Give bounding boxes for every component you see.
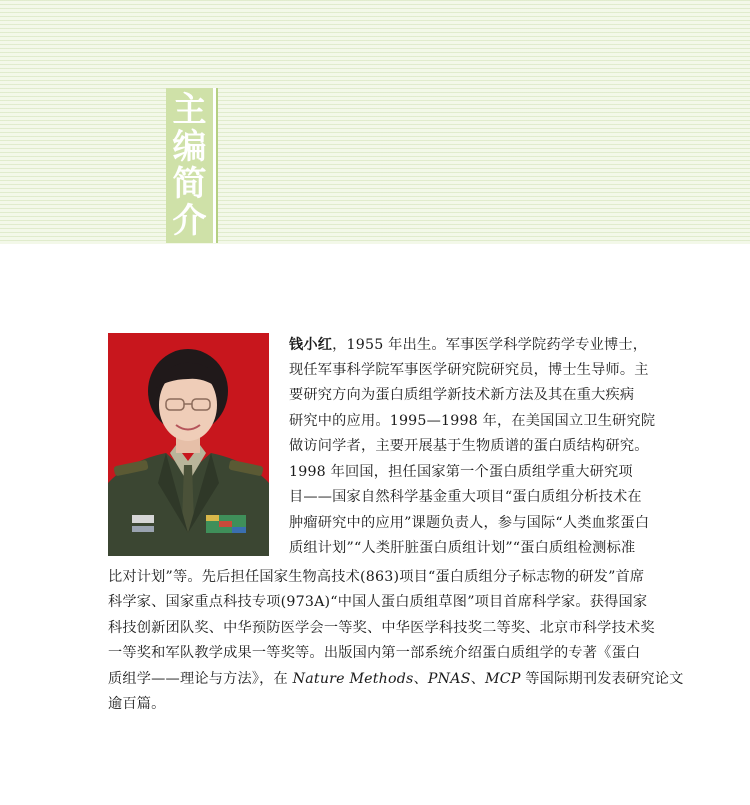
bio-line: 要研究方向为蛋白质组学新技术新方法及其在重大疾病 (289, 387, 635, 403)
bio-line: 质组计划”“人类肝脏蛋白质组计划”“蛋白质组检测标准 (289, 540, 636, 556)
bio-line: 现任军事科学院军事医学研究院研究员，博士生导师。主 (289, 362, 649, 378)
bio-line: 逾百篇。 (108, 696, 166, 712)
bio-line: 质组学——理论与方法》，在 Nature Methods、PNAS、MCP 等国际期刊发表研究论文 (108, 671, 684, 687)
bio-line: 目——国家自然科学基金重大项目“蛋白质组分析技术在 (289, 489, 642, 505)
title-char: 编 (172, 127, 207, 168)
bio-line: 钱小红，1955 年出生。军事医学科学院药学专业博士， (289, 337, 648, 353)
title-char: 简 (172, 163, 207, 204)
title-char: 主 (172, 90, 207, 131)
bio-line: 1998 年回国，担任国家第一个蛋白质组学重大研究项 (289, 464, 633, 480)
title-char: 介 (172, 200, 207, 241)
bio-line: 科技创新团队奖、中华预防医学会一等奖、中华医学科技奖二等奖、北京市科学技术奖 (108, 620, 655, 636)
bio-line: 做访问学者，主要开展基于生物质谱的蛋白质结构研究。 (289, 438, 649, 454)
author-name: 钱小红 (289, 337, 333, 353)
bio-line: 一等奖和军队教学成果一等奖等。出版国内第一部系统介绍蛋白质组学的专著《蛋白 (108, 645, 641, 661)
bio-line: 肿瘤研究中的应用”课题负责人，参与国际“人类血浆蛋白 (289, 515, 650, 531)
bio-line: 比对计划”等。先后担任国家生物高技术(863)项目“蛋白质组分子标志物的研发”首席 (108, 569, 645, 585)
bio-line: 研究中的应用。1995—1998 年，在美国国立卫生研究院 (289, 413, 656, 429)
bio-line: 科学家、国家重点科技专项(973A)“中国人蛋白质组草图”项目首席科学家。获得国家 (108, 594, 648, 610)
